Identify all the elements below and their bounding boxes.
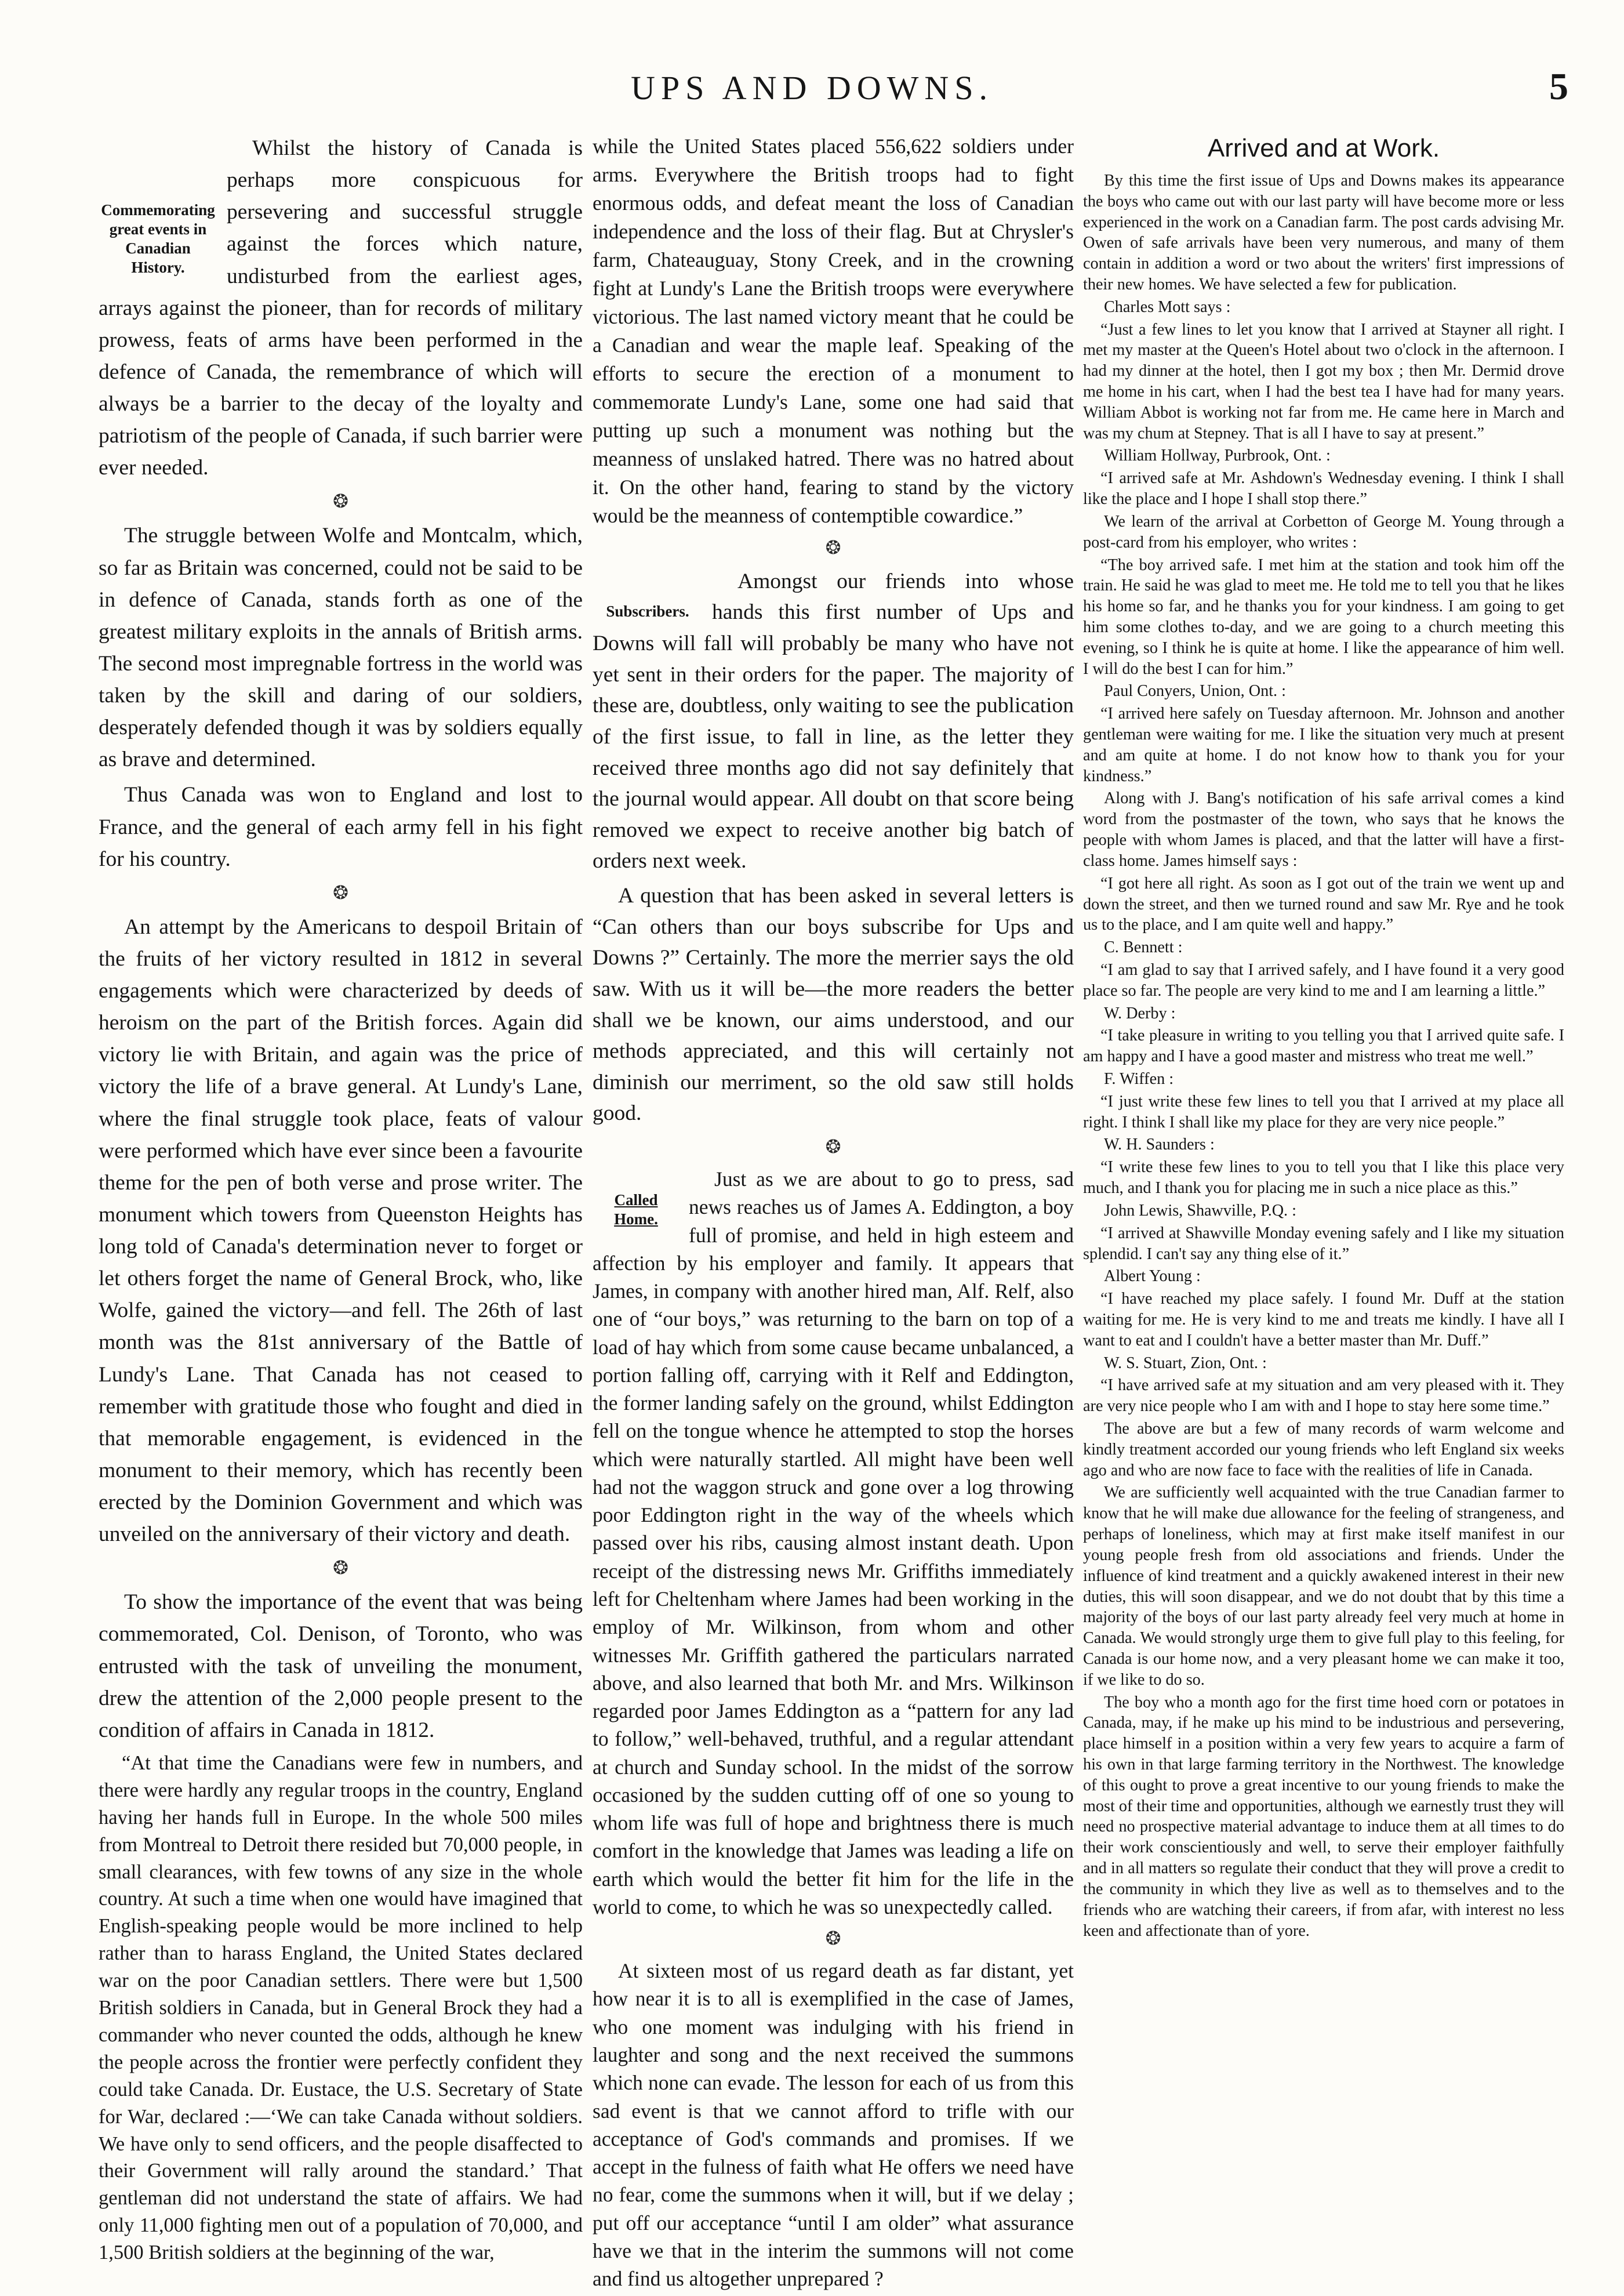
ornament-icon: ❂	[333, 882, 348, 903]
sidenote-subscribers: Subscribers.	[606, 602, 689, 620]
ornament-icon: ❂	[825, 1136, 841, 1158]
letter-text: “I just write these few lines to tell you that I arrived at my place all right. I think I shall like my place for they are very nice people.”	[1083, 1092, 1564, 1131]
letter-signature: William Hollway, Purbrook, Ont. :	[1104, 447, 1331, 465]
letter-text: “I arrived safe at Mr. Ashdown's Wednesday evening. I think I shall like the place and I hope I shall stop there.”	[1083, 469, 1564, 509]
letter-text: “I got here all right. As soon as I got out of the train we went up and down the street, and then we turned round and saw Mr. Rye and he took us to the place, and I am quite well and happy.”	[1083, 874, 1564, 934]
letter-signature: W. H. Saunders :	[1104, 1136, 1215, 1154]
quotation: “At that time the Canadians were few in numbers, and there were hardly any regular troops in the country, England having her hands full in Europe. In the whole 500 miles from Montreal to Detroit there resided but 70,000 people, in small clearances, with few towns of any size in the whole country. At such a time when one would have imagined that English-speaking people would be more inclined to help rather than to harass England, the United States declared war on the poor Canadian settlers. There were but 1,500 British soldiers in Canada, but in General Brock they had a commander who never counted the odds, although he knew the people across the frontier were perfectly confident they could take Canada. Dr. Eustace, the U.S. Secretary of State for War, declared :—‘We can take Canada without soldiers. We have only to send officers, and the people disaffected to their Government will rally around the standard.’ That gentleman did not understand the state of affairs. We had only 11,000 fighting men out of a population of 70,000, and 1,500 British soldiers at the beginning of the war,	[99, 1751, 583, 2264]
letter-text: “I arrived at Shawville Monday evening safely and I like my situation splendid. I can't say any thing else of it.”	[1083, 1224, 1564, 1263]
paragraph: The struggle between Wolfe and Montcalm, which, so far as Britain was concerned, could not be said to be in defence of Canada, stands forth as one of the greatest military exploits in the annals of British arms. The second most impregnable fortress in the world was taken by the skill and daring of our soldiers, desperately defended though it was by soldiers equally as brave and determined.	[99, 524, 583, 772]
quotation-continued: while the United States placed 556,622 soldiers under arms. Everywhere the British troops had to fight enormous odds, and defeat meant the loss of Canadian independence and the loss of their flag. But at Chrysler's farm, Chateauguay, Stony Creek, and in the crowning fight at Lundy's Lane the British troops were everywhere victorious. The last named victory meant that he could be a Canadian and wear the maple leaf. Speaking of the efforts to secure the erection of a monument to commemorate Lundy's Lane, some one had said that putting up such a monument was nothing but the meanness of unslaked hatred. There was no hatred about it. On the other hand, fearing to stand by the victory would be the meanness of contemptible cowardice.”	[593, 135, 1074, 527]
ornament-icon: ❂	[825, 536, 841, 558]
letter-intro: We learn of the arrival at Corbetton of George M. Young through a post-card from his employer, who writes :	[1083, 512, 1564, 552]
letter-text: “I have arrived safe at my situation and am very pleased with it. They are very nice people who I am with and I hope to stay here some time.”	[1083, 1376, 1564, 1416]
letter-signature: F. Wiffen :	[1104, 1070, 1174, 1088]
letter-text: “The boy arrived safe. I met him at the station and took him off the train. He said he was glad to meet me. He told me to tell you that he likes his home so far, and he thanks you for your kindness. I am going to get him some clothes to-day, and we are going to a church meeting this evening, so I think he is quite at home. I like the appearance of him well. I will do the best I can for him.”	[1083, 556, 1564, 678]
ornament-icon: ❂	[825, 1928, 841, 1949]
letter-signature: W. S. Stuart, Zion, Ont. :	[1104, 1354, 1267, 1372]
letter-signature: W. Derby :	[1104, 1004, 1176, 1022]
paragraph: A question that has been asked in several letters is “Can others than our boys subscribe for Ups and Downs ?” Certainly. The more the merrier says the old saw. With us it will be—the more readers the better shall we be known, our aims understood, and our methods appreciated, and this will certainly not diminish our merriment, so the old saw still holds good.	[593, 884, 1074, 1126]
paragraph: To show the importance of the event that was being commemorated, Col. Denison, of Toronto, who was entrusted with the task of unveiling the monument, drew the attention of the 2,000 people present to the condition of affairs in Canada in 1812.	[99, 1590, 583, 1742]
letter-text: “I write these few lines to you to tell you that I like this place very much, and I thank you for placing me in such a nice place as this.”	[1083, 1158, 1564, 1198]
letter-signature: John Lewis, Shawville, P.Q. :	[1104, 1201, 1296, 1220]
paragraph: The boy who a month ago for the first time hoed corn or potatoes in Canada, may, if he make up his mind to be industrious and persevering, place himself in a position within a very few years to acquire a farm of his own in that large farming territory in the Northwest. The knowledge of this ought to prove a great incentive to our young friends to make the most of their time and opportunities, although we earnestly trust they will need no prospective material advantage to induce them at all times to do their work conscientiously and well, to serve their employer faithfully and in all matters so regulate their conduct that they will prove a credit to the community in which they live as well as to themselves and to the friends who are watching their careers, if from afar, with interest no less keen and affectionate than of yore.	[1083, 1693, 1564, 1940]
column-1	[99, 132, 583, 2270]
letter-signature: Albert Young :	[1104, 1267, 1201, 1286]
letter-signature: C. Bennett :	[1104, 938, 1183, 957]
letter-intro: Along with J. Bang's notification of his safe arrival comes a kind word from the postmaster of the town, who says that he knows the people with whom James is placed, and that the latter will have a first-class home. James himself says :	[1083, 789, 1564, 870]
letter-text: “I am glad to say that I arrived safely, and I have found it a very good place so far. The people are very kind to me and I am learning a little.”	[1083, 960, 1564, 1000]
sidenote-commemorating: Commemorating great events in Canadian History.	[101, 201, 215, 276]
paragraph: By this time the first issue of Ups and Downs makes its appearance the boys who came out with our last party will have become more or less experienced in the work on a Canadian farm. The post cards advising Mr. Owen of safe arrivals have been very numerous, and many of them contain in addition a word or two about the writers' first impressions of their new homes. We have selected a few for publication.	[1083, 171, 1564, 293]
article-title: Arrived and at Work.	[1207, 134, 1440, 162]
letter-text: “I have reached my place safely. I found Mr. Duff at the station waiting for me. He is very kind to me and treats me kindly. I have all I want to eat and I couldn't have a better master than Mr. Duff.”	[1083, 1290, 1564, 1350]
paragraph: We are sufficiently well acquainted with the true Canadian farmer to know that he will make due allowance for the feeling of strangeness, and perhaps of loneliness, which may at first make itself manifest in our young people fresh from old associations and friends. Under the influence of kind treatment and a quickly awakened interest in their new duties, this will soon disappear, and we do not doubt that by this time a majority of the boys of our last party already feel very much at home in Canada. We would strongly urge them to give full play to this feeling, for Canada is our home now, and a very pleasant home we can make it too, if we like to do so.	[1083, 1483, 1564, 1689]
paragraph: Whilst the history of Canada is perhaps more conspicuous for persevering and successful struggle against the forces which nature, undisturbed from the earliest ages, arrays against the pioneer, than for records of military prowess, feats of arms have been performed in the defence of Canada, the remembrance of which will always be a barrier to the decay of the loyalty and patriotism of the people of Canada, if such barrier were ever needed.	[99, 136, 583, 480]
ornament-icon: ❂	[333, 491, 348, 512]
letter-text: “I arrived here safely on Tuesday afternoon. Mr. Johnson and another gentleman were waiting for me. I like the situation very much at present and am quite at home. I do not know how to thank you for your kindness.”	[1083, 705, 1564, 785]
sidenote-called-home: Called Home.	[614, 1191, 658, 1228]
letter-signature: Charles Mott says :	[1104, 298, 1231, 316]
paragraph: An attempt by the Americans to despoil Britain of the fruits of her victory resulted in 1812 in several engagements which were characterized by deeds of heroism on the part of the British forces. Again did victory lie with Britain, and again was the price of victory the life of a brave general. At Lundy's Lane, where the final struggle took place, feats of valour were performed which have ever since been a favourite theme for the pen of both verse and prose writer. The monument which towers from Queenston Heights has long told of Canada's determination never to forget or let others forget the name of General Brock, who, like Wolfe, gained the victory—and fell. The 26th of last month was the 81st anniversary of the Battle of Lundy's Lane. That Canada has not ceased to remember with gratitude those who fought and died in that memorable engagement, is evidenced in the monument to their memory, which has recently been erected by the Dominion Government and which was unveiled on the anniversary of their victory and death.	[99, 915, 583, 1547]
paragraph: Amongst our friends into whose hands this first number of Ups and Downs will fall will probably be many who have not yet sent in their orders for the paper. The majority of these are, doubtless, only waiting to see the publication of the first issue, to fall in line, as the letter they received three months ago did not say definitely that the journal would appear. All doubt on that score being removed we expect to receive another big batch of orders next week.	[593, 569, 1074, 873]
paragraph: At sixteen most of us regard death as far distant, yet how near it is to all is exemplified in the case of James, who one moment was indulging with his friend in laughter and song and the next received the summons which none can evade. The lesson for each of us from this sad event is that we cannot afford to trifle with our acceptance of God's commands and promises. If we accept in the fulness of faith what He offers we need have no fear, come the summons when it will, but if we delay ; put off our acceptance “until I am older” what assurance have we that in the interim the summons will not come and find us altogether unprepared ?	[593, 1959, 1074, 2291]
paragraph: Just as we are about to go to press, sad news reaches us of James A. Eddington, a boy full of promise, and held in high esteem and affection by his employer and family. It appears that James, in company with another hired man, Alf. Relf, also one of “our boys,” was returning to the barn on top of a load of hay which from some cause became unbalanced, a portion falling off, carrying with it Relf and Eddington, the former landing safely on the ground, whilst Eddington fell on the tongue whence he attempted to stop the horses which were naturally startled. All might have been well had not the waggon struck and gone over a log throwing poor Eddington right in the way of the wheels which passed over his ribs, causing almost instant death. Upon receipt of the distressing news Mr. Griffiths immediately left for Cheltenham where James had been working in the employ of Mr. Wilkinson, from whom and other witnesses Mr. Griffith gathered the particulars narrated above, and also learned that both Mr. and Mrs. Wilkinson regarded poor James Eddington as a “pattern for any lad to follow,” well-behaved, truthful, and a regular attendant at church and Sunday school. In the midst of the sorrow occasioned by the sudden cutting off of one so young to whom life was full of hope and brightness there is much comfort in the knowledge that James was leading a life on earth which would the better fit him for the life in the world to come, to which he was so unexpectedly called.	[593, 1167, 1074, 1918]
page-number: 5	[1549, 66, 1568, 108]
letter-signature: Paul Conyers, Union, Ont. :	[1104, 682, 1286, 701]
column-3	[1083, 132, 1564, 1943]
letter-text: “I take pleasure in writing to you telling you that I arrived quite safe. I am happy and I have a good master and mistress who treat me well.”	[1083, 1027, 1564, 1066]
paragraph: Thus Canada was won to England and lost to France, and the general of each army fell in his fight for his country.	[99, 783, 583, 871]
letter-text: “Just a few lines to let you know that I arrived at Stayner all right. I met my master at the Queen's Hotel about two o'clock in the afternoon. I had my dinner at the hotel, then I got my box ; then Mr. Dermid drove me home in his cart, when I had the best tea I have had for many years. William Abbot is working not far from me. He came here in March and was my chum at Stepney. That is all I have to say at present.”	[1083, 320, 1564, 442]
column-2	[593, 132, 1074, 2296]
ornament-icon: ❂	[333, 1557, 348, 1579]
paragraph: The above are but a few of many records of warm welcome and kindly treatment accorded our young friends who left England six weeks ago and who are now face to face with the realities of life in Canada.	[1083, 1420, 1564, 1479]
running-title: UPS AND DOWNS.	[630, 69, 993, 107]
